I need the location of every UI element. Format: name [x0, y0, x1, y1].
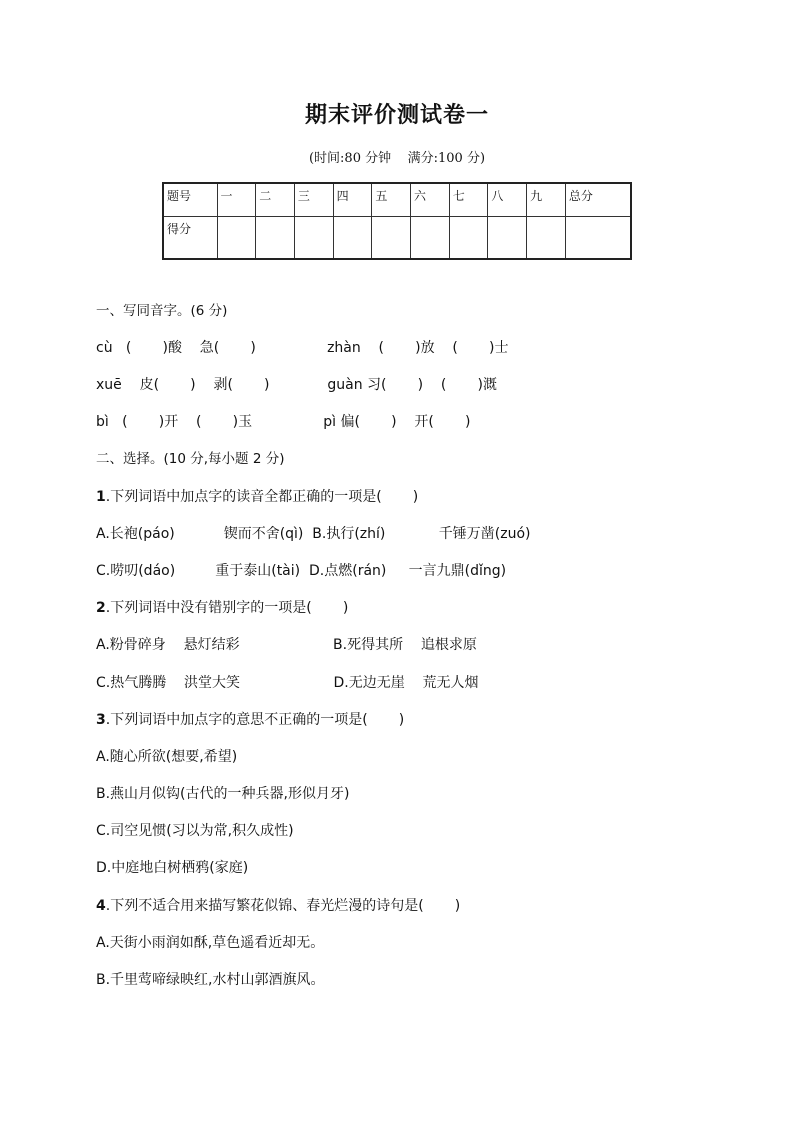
question-text: .下列词语中加点字的读音全都正确的一项是( ) — [105, 489, 419, 505]
homophone-line: bì ( )开 ( )玉 pì 偏( ) 开( ) — [96, 414, 471, 430]
score-input-cell[interactable] — [256, 216, 295, 259]
score-table-cell: 总分 — [565, 183, 631, 216]
score-table-cell: 一 — [217, 183, 256, 216]
score-table-cell: 三 — [294, 183, 333, 216]
page-title: 期末评价测试卷一 — [304, 102, 489, 128]
score-table-cell: 九 — [527, 183, 566, 216]
question-2-options-ab: A.粉骨碎身 悬灯结彩 B.死得其所 追根求原 — [96, 637, 477, 653]
question-number: 3 — [96, 712, 106, 728]
score-input-cell[interactable] — [449, 216, 488, 259]
question-3-option-d: D.中庭地白树栖鸦(家庭) — [96, 860, 249, 876]
score-table-cell: 五 — [372, 183, 411, 216]
question-3-option-c: C.司空见惯(习以为常,积久成性) — [96, 823, 294, 839]
score-table-cell: 二 — [256, 183, 295, 216]
score-input-cell[interactable] — [527, 216, 566, 259]
score-table-header-row — [163, 183, 631, 216]
question-4-option-a: A.天街小雨润如酥,草色遥看近却无。 — [96, 935, 325, 951]
question-3-option-b: B.燕山月似钩(古代的一种兵器,形似月牙) — [96, 786, 350, 802]
score-table-cell: 得分 — [163, 216, 217, 259]
question-4-stem — [96, 897, 460, 915]
question-1-options-ab: A.长袍(páo) 锲而不舍(qì) B.执行(zhí) 千锤万凿(zuó) — [96, 526, 531, 542]
question-text: .下列不适合用来描写繁花似锦、春光烂漫的诗句是( ) — [105, 898, 461, 914]
question-2-stem — [96, 599, 348, 617]
score-table-cell: 题号 — [163, 183, 217, 216]
score-table-cell: 八 — [488, 183, 527, 216]
section-2-title: 二、选择。(10 分,每小题 2 分) — [96, 451, 285, 467]
score-table-cell: 四 — [333, 183, 372, 216]
score-input-cell[interactable] — [333, 216, 372, 259]
exam-time-and-score: (时间:80 分钟 满分:100 分) — [308, 151, 486, 166]
question-3-option-a: A.随心所欲(想要,希望) — [96, 749, 238, 765]
question-2-options-cd: C.热气腾腾 洪堂大笑 D.无边无崖 荒无人烟 — [96, 675, 479, 691]
score-input-cell[interactable] — [294, 216, 333, 259]
question-4-option-b: B.千里莺啼绿映红,水村山郭酒旗风。 — [96, 972, 325, 988]
question-text: .下列词语中加点字的意思不正确的一项是( ) — [105, 712, 405, 728]
question-1-stem — [96, 488, 418, 506]
score-input-cell[interactable] — [217, 216, 256, 259]
section-1-title: 一、写同音字。(6 分) — [96, 303, 228, 319]
homophone-line: cù ( )酸 急( ) zhàn ( )放 ( )士 — [96, 340, 509, 356]
score-table-cell: 六 — [411, 183, 450, 216]
homophone-line: xuē 皮( ) 剥( ) guàn 习( ) ( )溉 — [96, 377, 497, 393]
score-input-cell[interactable] — [488, 216, 527, 259]
score-input-cell[interactable] — [565, 216, 631, 259]
score-input-cell[interactable] — [372, 216, 411, 259]
question-text: .下列词语中没有错别字的一项是( ) — [105, 600, 349, 616]
question-number: 4 — [96, 898, 106, 914]
question-number: 2 — [96, 600, 106, 616]
score-input-cell[interactable] — [411, 216, 450, 259]
question-1-options-cd: C.唠叨(dáo) 重于泰山(tài) D.点燃(rán) 一言九鼎(dǐng) — [96, 563, 507, 579]
question-3-stem — [96, 711, 404, 729]
score-table-score-row — [163, 216, 631, 259]
score-table — [162, 182, 632, 260]
score-table-cell: 七 — [449, 183, 488, 216]
question-number: 1 — [96, 489, 106, 505]
